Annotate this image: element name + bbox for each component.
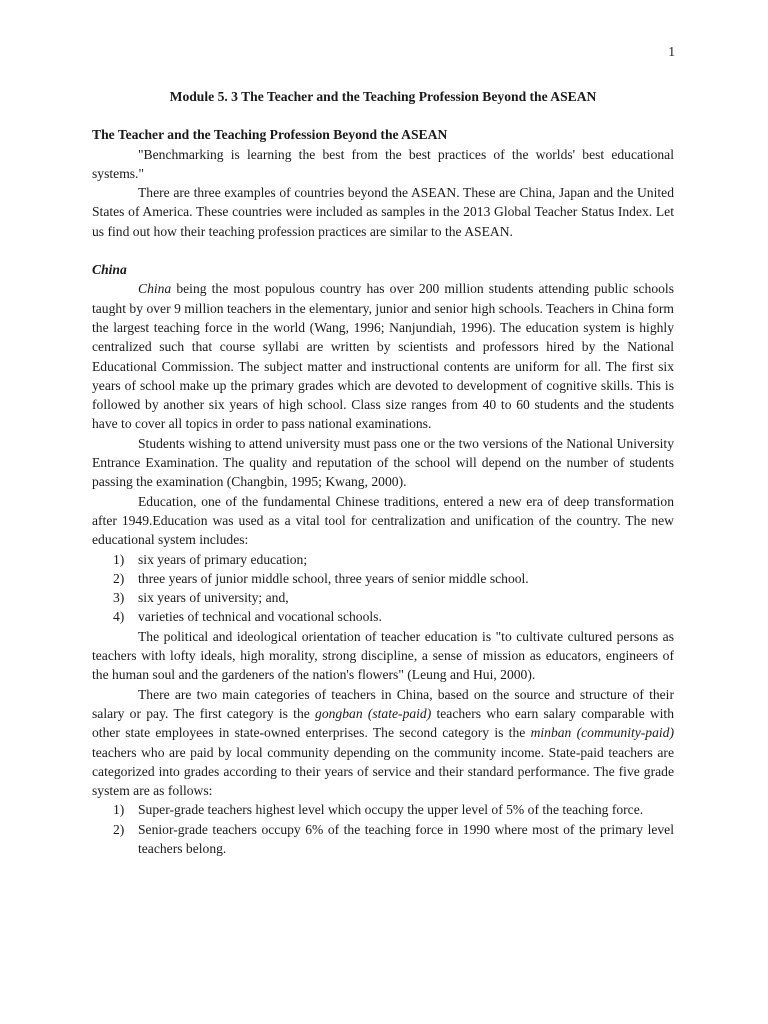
section-heading: The Teacher and the Teaching Profession Beyond the ASEAN [92,127,448,143]
china-paragraph-2: Students wishing to attend university must pass one or the two versions of the National University Entrance Examination. The quality and reputation of the school will depend on the number of students passing the examination (Changbin, 1995; Kwang, 2000). [92,435,674,490]
list-item: 1) six years of primary education; [113,551,308,567]
minban-term: minban (community-paid) [530,725,675,741]
china-paragraph-3: Education, one of the fundamental Chinese traditions, entered a new era of deep transformation after 1949.Education was used as a vital tool for centralization and unification of the country. The new educational system includes: [92,493,674,548]
page-number: 1 [668,44,675,59]
china-paragraph-5: There are two main categories of teachers in China, based on the source and structure of their salary or pay. The first category is the gongban (state-paid) teachers who earn salary comparable with other state employees in state-owned enterprises. The second category is the minban (community-paid) teachers who are paid by local community depending on the community income. State-paid teachers are categorized into grades according to their years of service and their standard performance. The five grade system are as follows: [92,686,675,799]
education-system-list [92,550,674,627]
china-lead-word: China [138,281,172,297]
grade-system-list [92,800,674,858]
china-paragraph-4: The political and ideological orientation of teacher education is "to cultivate cultured persons as teachers with lofty ideals, high morality, strong discipline, a sense of mission as educators, engineers of the human soul and the gardeners of the nation's flowers" (Leung and Hui, 2000). [92,628,674,683]
list-item: 4) varieties of technical and vocational schools. [113,609,382,625]
intro-quote: "Benchmarking is learning the best from the best practices of the worlds' best educational systems." [92,146,674,181]
list-item: 1) Super-grade teachers highest level which occupy the upper level of 5% of the teaching force. [113,802,644,818]
list-item: 3) six years of university; and, [113,590,289,606]
gongban-term: gongban (state-paid) [315,705,432,721]
list-item: 2) three years of junior middle school, three years of senior middle school. [113,570,529,586]
intro-paragraph: There are three examples of countries beyond the ASEAN. These are China, Japan and the United States of America. These countries were included as samples in the 2013 Global Teacher Status Index. Let us find out how their teaching profession practices are similar to the ASEAN. [92,185,674,239]
china-heading: China [92,262,127,278]
module-title: Module 5. 3 The Teacher and the Teaching Profession Beyond the ASEAN [169,89,597,104]
document-body [92,87,674,858]
china-paragraph-1: China being the most populous country has over 200 million students attending public schools taught by over 9 million teachers in the elementary, junior and senior high schools. Teachers in China form the largest teaching force in the world (Wang, 1996; Nanjundiah, 1996). The education system is highly centralized such that course syllabi are written by scientists and professors hired by the National Educational Commission. The subject matter and instructional contents are uniform for all. The first six years of school make up the primary grades which are devoted to development of cognitive skills. This is followed by another six years of high school. Class size ranges from 40 to 60 students and the students have to cover all topics in order to pass national examinations. [92,281,674,432]
list-item: 2) Senior-grade teachers occupy 6% of the teaching force in 1990 where most of the primary level teachers belong. [113,821,674,856]
